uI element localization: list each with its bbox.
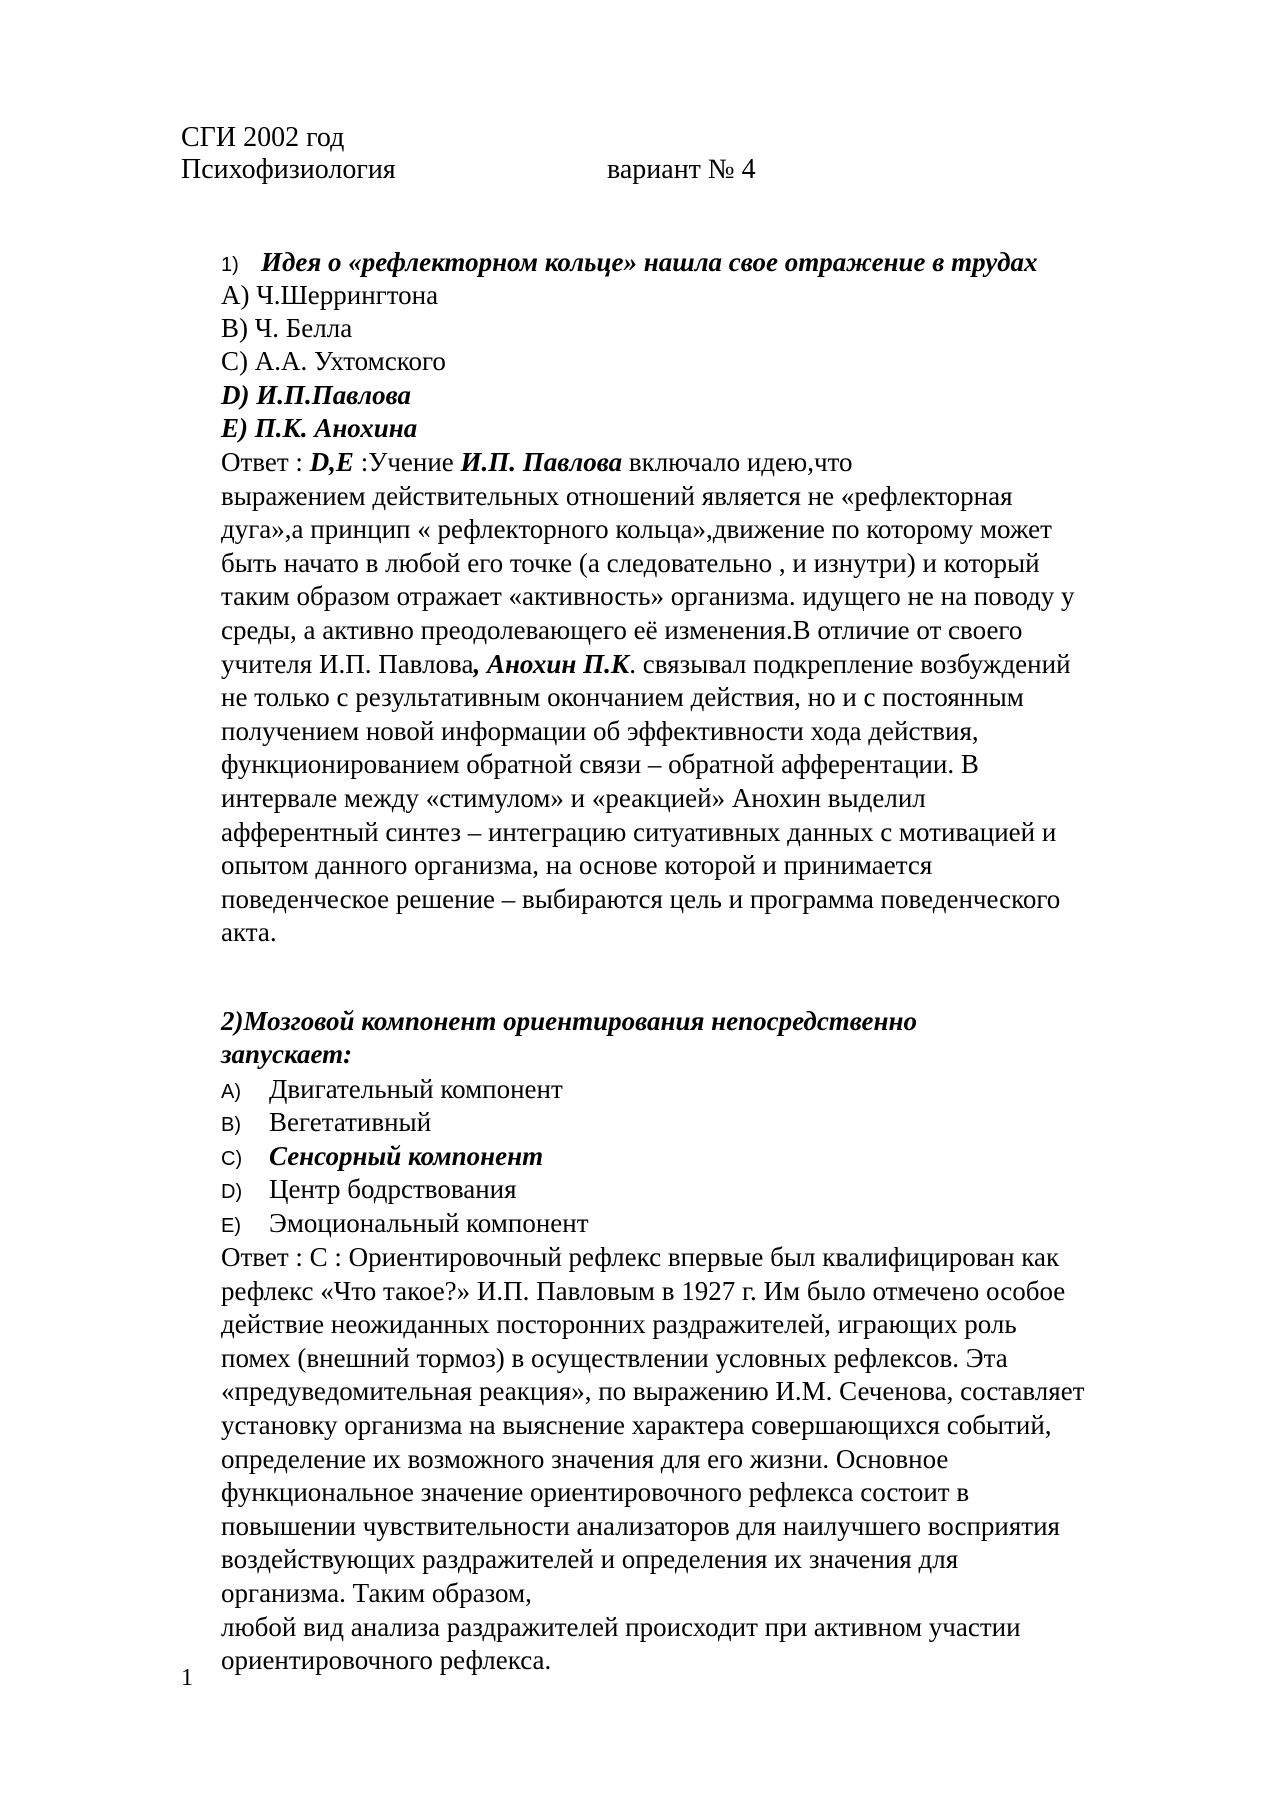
answer-line: быть начато в любой его точке (а следовательно , и изнутри) и который — [221, 547, 1040, 578]
answer-line: опытом данного организма, на основе которой и принимается — [221, 850, 933, 881]
answer-line: афферентный синтез – интеграцию ситуативных данных с мотивацией и — [221, 816, 1057, 847]
page-number: 1 — [181, 1665, 193, 1691]
answer-line: определение их возможного значения для его жизни. Основное — [221, 1443, 949, 1474]
answer-line: Ответ : С : Ориентировочный рефлекс впервые был квалифицирован как — [221, 1242, 1060, 1272]
answer-line: любой вид анализа раздражителей происходит при активном участии — [221, 1611, 1021, 1642]
answer-line: организма. Таким образом, — [221, 1577, 532, 1608]
option-c: С) А.А. Ухтомского — [221, 346, 446, 376]
question-title: запускает: — [221, 1039, 353, 1069]
option-d: D) Центр бодрствования — [221, 1174, 517, 1204]
answer-line: установку организма на выяснение характера совершающихся событий, — [221, 1409, 1052, 1440]
answer-line: не только с результативным окончанием действия, но и с постоянным — [221, 682, 1024, 713]
answer-line: интервале между «стимулом» и «реакцией» Анохин выделил — [221, 782, 926, 813]
option-b: B) Вегетативный — [221, 1107, 432, 1137]
option-c-correct: C) Сенсорный компонент — [221, 1141, 544, 1171]
answer-line: помех (внешний тормоз) в осуществлении условных рефлексов. Эта — [221, 1342, 1008, 1373]
answer-2 — [221, 1241, 1085, 1678]
option-b: В) Ч. Белла — [221, 313, 353, 343]
header-line1: СГИ 2002 год — [181, 122, 345, 153]
answer-prefix: Ответ : — [221, 447, 310, 477]
answer-line: повышении чувствительности анализаторов для наилучшего восприятия — [221, 1510, 1060, 1541]
option-d-correct: D) И.П.Павлова — [221, 380, 412, 410]
answer-line: действие неожиданных посторонних раздражителей, играющих роль — [221, 1309, 1017, 1340]
answer-line: поведенческое решение – выбираются цель и программа поведенческого — [221, 883, 1061, 914]
answer-line: среды, а активно преодолевающего её изменения.В отличие от своего — [221, 614, 1023, 645]
answer-letters: D,E — [309, 447, 354, 477]
header-subject: Психофизиология — [181, 154, 396, 185]
answer-line: функциональное значение ориентировочного рефлекса состоит в — [221, 1477, 970, 1508]
answer-line: функционированием обратной связи – обратной афферентации. В — [221, 749, 979, 780]
question-number: 1) — [221, 254, 239, 276]
header-variant: вариант № 4 — [607, 154, 756, 185]
answer-line: получением новой информации об эффективности хода действия, — [221, 715, 979, 746]
answer-name: И.П. Павлова — [460, 447, 623, 477]
answer-line: таким образом отражает «активность» организма. идущего не на поводу у — [221, 581, 1075, 612]
option-e: E) Эмоциональный компонент — [221, 1208, 589, 1238]
answer-line: дуга»,а принцип « рефлекторного кольца»,движение по которому может — [221, 514, 1052, 545]
answer-1: Ответ : D,E :Учение И.П. Павлова включало идею,что выражением действительных отношений является не «рефлекторная дуга»,а принцип « рефлекторного кольца»,движение по которому может быть начато в любой его точке (а следовательно , и изнутри) и который таким образом отражает «активность» организма. идущего не на поводу у среды, а активно преодолевающего её изменения.В отличие от своего учителя И.П. Павлова, Анохин П.К. связывал подкрепление возбуждений не только с результативным окончанием действия, но и с постоянным получением новой информации об эффективности хода действия, функционированием обратной связи – обратной афферентации. В интервале между «стимулом» и «реакцией» Анохин выделил афферентный синтез – интеграцию ситуативных данных с мотивацией и опытом данного организма, на основе которой и принимается поведенческое решение – выбираются цель и программа поведенческого акта. — [221, 446, 1075, 950]
option-e-correct: Е) П.К. Анохина — [221, 413, 418, 443]
question-title: 2)Мозговой компонент ориентирования непосредственно — [221, 1006, 918, 1036]
answer-line: ориентировочного рефлекса. — [221, 1645, 552, 1676]
answer-line: акта. — [221, 917, 277, 948]
answer-line: выражением действительных отношений является не «рефлекторная — [221, 480, 1013, 511]
answer-name: , Анохин П.К — [473, 648, 630, 679]
answer-line: «предуведомительная реакция», по выражению И.М. Сеченова, составляет — [221, 1376, 1085, 1407]
option-a: А) Ч.Шеррингтона — [221, 280, 439, 310]
answer-line: воздействующих раздражителей и определения их значения для — [221, 1544, 959, 1575]
answer-line: рефлекс «Что такое?» И.П. Павловым в 1927 г. Им было отмечено особое — [221, 1275, 1066, 1306]
option-a: A) Двигательный компонент — [221, 1074, 563, 1104]
question-title: Идея о «рефлекторном кольце» нашла свое отражение в трудах — [261, 247, 1038, 277]
